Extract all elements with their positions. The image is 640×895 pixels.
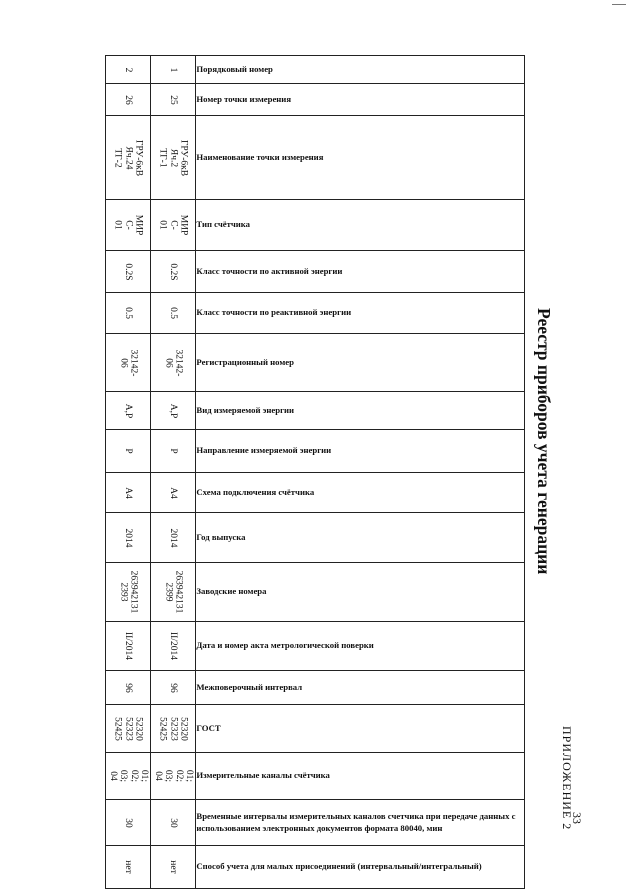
value-cell-2: А4 bbox=[106, 473, 151, 513]
value-cell-1: 96 bbox=[151, 671, 196, 705]
row-label: Год выпуска bbox=[196, 513, 525, 563]
row-label: Вид измеряемой энергии bbox=[196, 392, 525, 430]
table-row bbox=[106, 392, 525, 430]
page-number: 33 bbox=[570, 812, 584, 824]
value-cell-2: 0.2S bbox=[106, 251, 151, 293]
value-cell-1: ГРУ-6кВ Яч.2 ТГ-1 bbox=[151, 116, 196, 200]
value-cell-1: 52320 52323 52425 bbox=[151, 705, 196, 753]
value-cell-1: 30 bbox=[151, 800, 196, 846]
row-label: Межповерочный интервал bbox=[196, 671, 525, 705]
value-cell-1: А,Р bbox=[151, 392, 196, 430]
value-cell-2: 30 bbox=[106, 800, 151, 846]
row-label: Порядковый номер bbox=[196, 56, 525, 84]
value-cell-1: нет bbox=[151, 846, 196, 889]
table-row bbox=[106, 753, 525, 800]
value-cell-2: II/2014 bbox=[106, 622, 151, 671]
row-label: Регистрационный номер bbox=[196, 334, 525, 392]
table-row bbox=[106, 622, 525, 671]
value-cell-2: 263942131 2393 bbox=[106, 563, 151, 622]
table-row bbox=[106, 84, 525, 116]
row-label: Схема подключения счётчика bbox=[196, 473, 525, 513]
value-cell-2: 96 bbox=[106, 671, 151, 705]
value-cell-1: 2014 bbox=[151, 513, 196, 563]
row-label: Способ учета для малых присоединений (интервальный/интегральный) bbox=[196, 846, 525, 889]
row-label: Заводские номера bbox=[196, 563, 525, 622]
table-row bbox=[106, 473, 525, 513]
table-row bbox=[106, 293, 525, 334]
meter-registry-table bbox=[105, 55, 525, 889]
document-title: Реестр приборов учета генерации bbox=[534, 308, 554, 575]
value-cell-1: Р bbox=[151, 430, 196, 473]
value-cell-1: 1 bbox=[151, 56, 196, 84]
table-row bbox=[106, 513, 525, 563]
row-label: Тип счётчика bbox=[196, 200, 525, 251]
value-cell-2: 26 bbox=[106, 84, 151, 116]
value-cell-1: МИР С- 01 bbox=[151, 200, 196, 251]
row-label: Класс точности по реактивной энергии bbox=[196, 293, 525, 334]
value-cell-1: 25 bbox=[151, 84, 196, 116]
row-label: Дата и номер акта метрологической поверки bbox=[196, 622, 525, 671]
value-cell-2: 2014 bbox=[106, 513, 151, 563]
table-row bbox=[106, 56, 525, 84]
value-cell-2: Р bbox=[106, 430, 151, 473]
value-cell-1: 0.5 bbox=[151, 293, 196, 334]
table-row bbox=[106, 800, 525, 846]
table-row bbox=[106, 251, 525, 293]
row-label: Временные интервалы измерительных каналов счетчика при передаче данных с использованием электронных документов формата 80040, мин bbox=[196, 800, 525, 846]
value-cell-1: 263942131 2399 bbox=[151, 563, 196, 622]
row-label: Класс точности по активной энергии bbox=[196, 251, 525, 293]
table-row bbox=[106, 334, 525, 392]
row-label: Наименование точки измерения bbox=[196, 116, 525, 200]
value-cell-2: 01; 02; 03; 04 bbox=[106, 753, 151, 800]
row-label: ГОСТ bbox=[196, 705, 525, 753]
table-row bbox=[106, 563, 525, 622]
row-label: Измерительные каналы счётчика bbox=[196, 753, 525, 800]
table-row bbox=[106, 846, 525, 889]
value-cell-1: 0.2S bbox=[151, 251, 196, 293]
value-cell-1: 32142-06 bbox=[151, 334, 196, 392]
row-label: Направление измеряемой энергии bbox=[196, 430, 525, 473]
value-cell-1: А4 bbox=[151, 473, 196, 513]
row-label: Номер точки измерения bbox=[196, 84, 525, 116]
value-cell-1: 01; 02; 03; 04 bbox=[151, 753, 196, 800]
value-cell-2: 32142-06 bbox=[106, 334, 151, 392]
value-cell-2: ГРУ-6кВ Яч.24 ТГ-2 bbox=[106, 116, 151, 200]
value-cell-2: МИР С- 01 bbox=[106, 200, 151, 251]
value-cell-2: 0.5 bbox=[106, 293, 151, 334]
value-cell-2: 52320 52323 52425 bbox=[106, 705, 151, 753]
table-row bbox=[106, 671, 525, 705]
value-cell-2: 2 bbox=[106, 56, 151, 84]
value-cell-2: нет bbox=[106, 846, 151, 889]
table-row bbox=[106, 200, 525, 251]
corner-scan-mark bbox=[612, 4, 626, 5]
table-row bbox=[106, 430, 525, 473]
value-cell-2: А,Р bbox=[106, 392, 151, 430]
table-row bbox=[106, 116, 525, 200]
table-row bbox=[106, 705, 525, 753]
appendix-label: ПРИЛОЖЕНИЕ 2 bbox=[560, 726, 574, 831]
value-cell-1: II/2014 bbox=[151, 622, 196, 671]
